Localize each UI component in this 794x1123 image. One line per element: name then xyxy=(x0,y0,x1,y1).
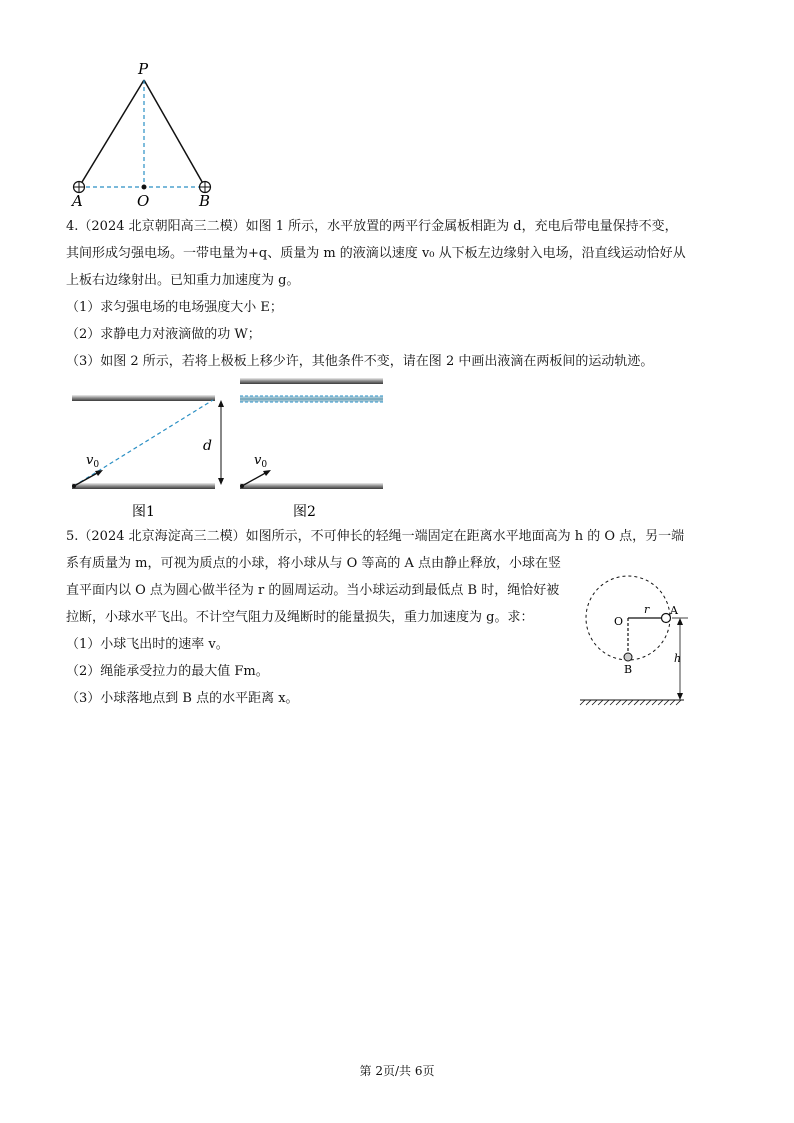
fig1-top-plate xyxy=(72,395,215,401)
fig2-v0-label: $v_0$ xyxy=(254,453,268,470)
label-p: P xyxy=(138,60,149,78)
label-b5: B xyxy=(624,663,633,676)
label-o: O xyxy=(137,192,150,210)
q5-line-2: 系有质量为 m，可视为质点的小球，将小球从与 O 等高的 A 点由静止释放，小球在竖 xyxy=(66,556,562,571)
fig1-v0-label: $v_0$ xyxy=(86,453,100,470)
q5-sub-1: （1）小球飞出时的速率 v。 xyxy=(66,637,229,652)
q5-line-4: 拉断，小球水平飞出。不计空气阻力及绳断时的能量损失，重力加速度为 g。求： xyxy=(66,610,534,625)
capacitor-figures xyxy=(66,372,396,522)
page-footer: 第 2页/共 6页 xyxy=(359,1064,435,1078)
label-r: r xyxy=(644,603,650,616)
pendulum-figure xyxy=(572,552,702,712)
label-a5: A xyxy=(670,604,678,617)
fig1-d-label: d xyxy=(203,438,212,454)
q4-sub-2: （2）求静电力对液滴做的功 W； xyxy=(66,327,261,342)
point-o xyxy=(142,185,147,190)
triangle-figure xyxy=(66,58,226,210)
fig2-top-plate xyxy=(240,378,383,384)
charge-a-icon xyxy=(74,182,85,193)
fig1-caption: 图1 xyxy=(132,504,155,520)
q4-sub-1: （1）求匀强电场的电场强度大小 E； xyxy=(66,300,283,315)
label-o5: O xyxy=(614,615,624,628)
q5-sub-3: （3）小球落地点到 B 点的水平距离 x。 xyxy=(66,691,299,706)
fig2-bottom-plate xyxy=(240,483,383,489)
fig2-caption: 图2 xyxy=(293,504,316,520)
label-a: A xyxy=(72,192,83,210)
q5-sub-2: （2）绳能承受拉力的最大值 Fm。 xyxy=(66,664,269,679)
q4-line-2: 其间形成匀强电场。一带电量为+q、质量为 m 的液滴以速度 v₀ 从下板左边缘射入电场，沿直线运动恰好从 xyxy=(66,246,686,261)
q5-line-3: 直平面内以 O 点为圆心做半径为 r 的圆周运动。当小球运动到最低点 B 时，绳恰好被 xyxy=(66,583,560,598)
charge-b-icon xyxy=(200,182,211,193)
q4-line-3: 上板右边缘射出。已知重力加速度为 g。 xyxy=(66,273,300,288)
fig1-bottom-plate xyxy=(72,483,215,489)
q4-line-1: 4.（2024 北京朝阳高三二模）如图 1 所示，水平放置的两平行金属板相距为 d，充电后带电量保持不变， xyxy=(66,219,678,234)
label-b: B xyxy=(199,192,211,210)
q5-line-1: 5.（2024 北京海淀高三二模）如图所示，不可伸长的轻绳一端固定在距离水平地面高为 h 的 O 点，另一端 xyxy=(66,529,685,544)
fig1-trajectory xyxy=(74,400,213,486)
ball-b xyxy=(624,653,632,661)
q4-sub-3: （3）如图 2 所示，若将上极板上移少许，其他条件不变，请在图 2 中画出液滴在两板间的运动轨迹。 xyxy=(66,354,654,369)
fig2-original-plate xyxy=(240,396,383,402)
label-h: h xyxy=(674,652,682,665)
